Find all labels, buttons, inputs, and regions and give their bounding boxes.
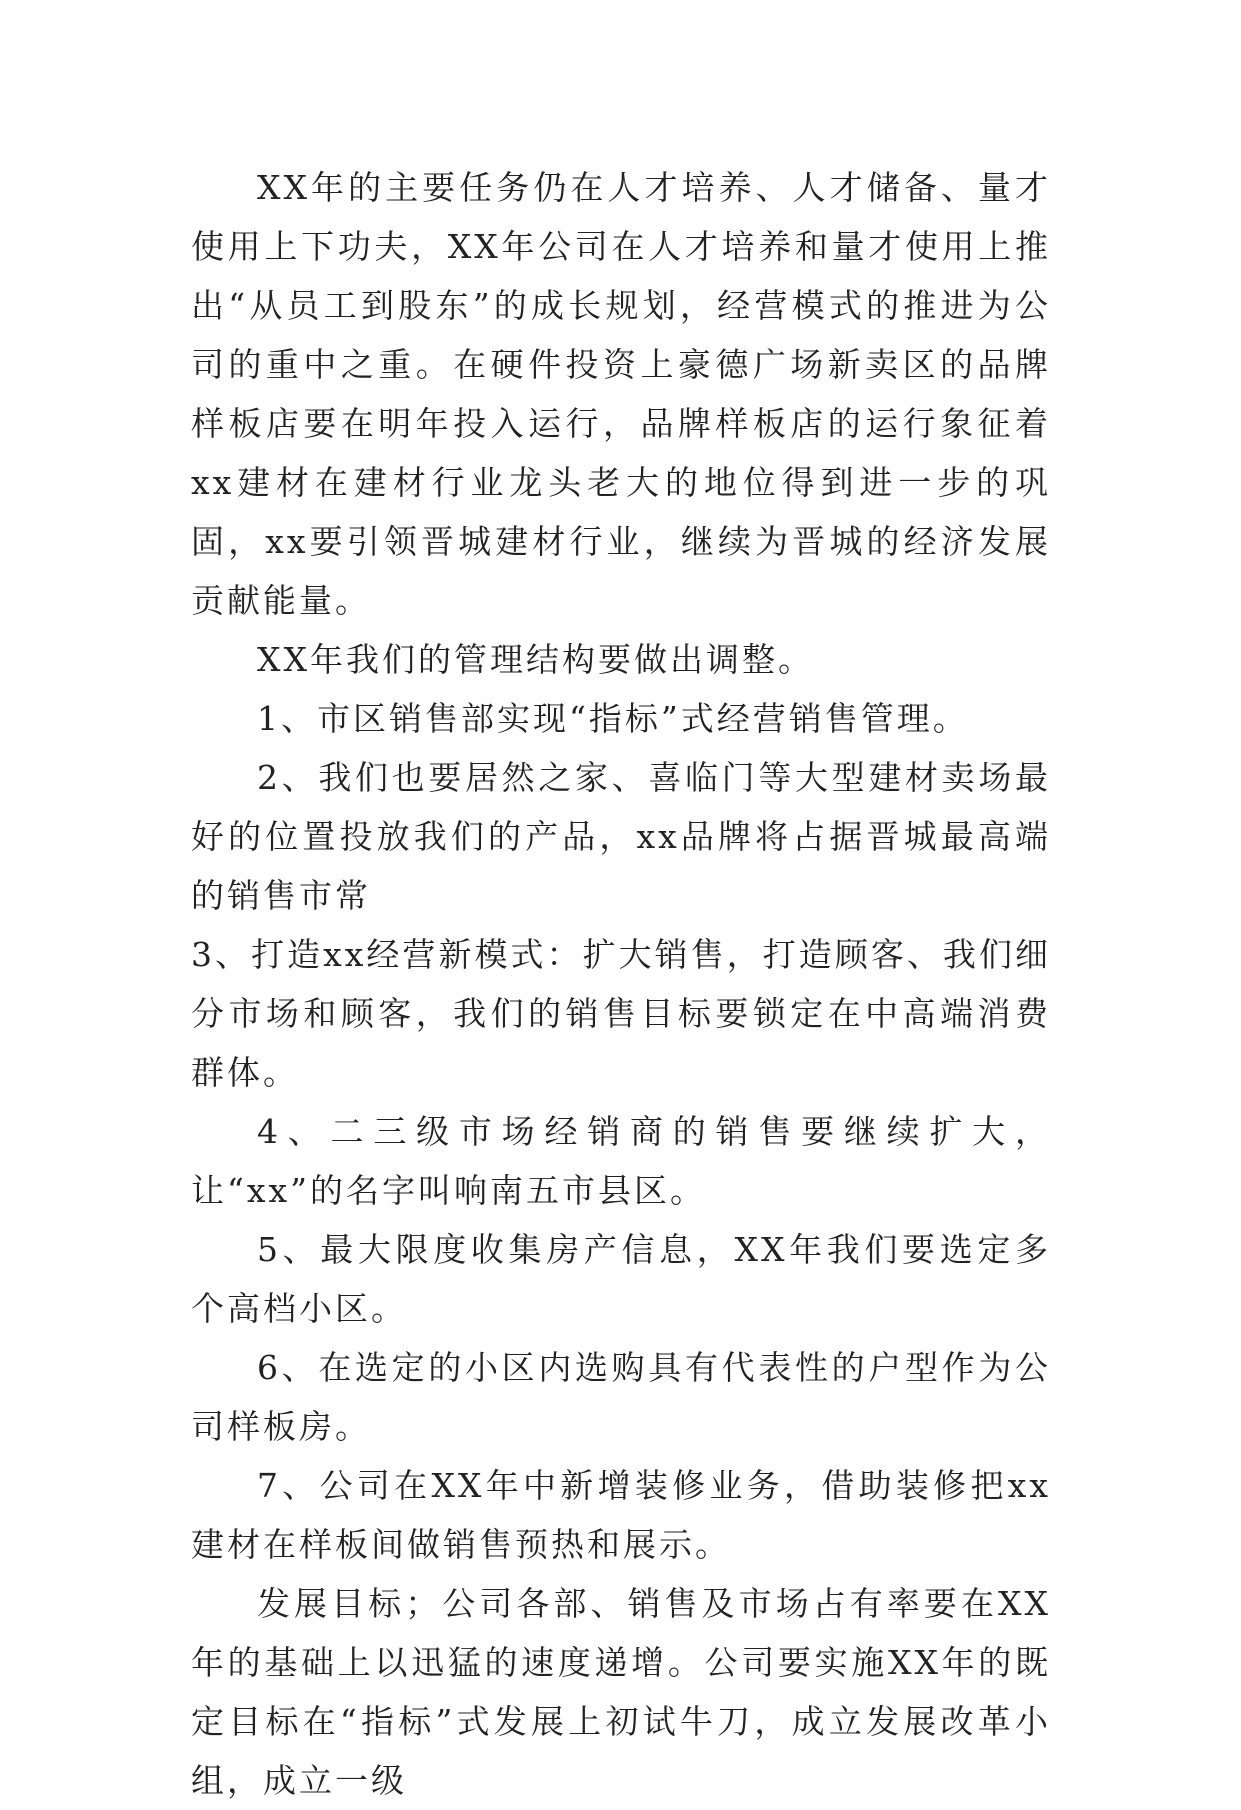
paragraph-structure-adjustment: XX年我们的管理结构要做出调整。	[257, 640, 814, 679]
list-item-5: 5、最大限度收集房产信息，XX年我们要选定多个高档小区。	[191, 1230, 1051, 1328]
list-item-6: 6、在选定的小区内选购具有代表性的户型作为公司样板房。	[191, 1348, 1051, 1446]
paragraph-development-goals: 发展目标；公司各部、销售及市场占有率要在XX年的基础上以迅猛的速度递增。公司要实施XX年的既定目标在“指标”式发展上初试牛刀，成立发展改革小组，成立一级	[191, 1584, 1051, 1800]
document-body	[191, 158, 1051, 1810]
list-item-3: 3、打造xx经营新模式：扩大销售，打造顾客、我们细分市场和顾客，我们的销售目标要锁定在中高端消费群体。	[191, 935, 1051, 1092]
list-item-1: 1、市区销售部实现“指标”式经营销售管理。	[257, 699, 969, 738]
paragraph-talent-plan: XX年的主要任务仍在人才培养、人才储备、量才使用上下功夫，XX年公司在人才培养和量才使用上推出“从员工到股东”的成长规划，经营模式的推进为公司的重中之重。在硬件投资上豪德广场新卖区的品牌样板店要在明年投入运行，品牌样板店的运行象征着xx建材在建材行业龙头老大的地位得到进一步的巩固，xx要引领晋城建材行业，继续为晋城的经济发展贡献能量。	[191, 168, 1051, 620]
list-item-7: 7、公司在XX年中新增装修业务，借助装修把xx建材在样板间做销售预热和展示。	[191, 1466, 1051, 1564]
list-item-4: 4、二三级市场经销商的销售要继续扩大，让“xx”的名字叫响南五市县区。	[191, 1112, 1051, 1210]
list-item-2: 2、我们也要居然之家、喜临门等大型建材卖场最好的位置投放我们的产品，xx品牌将占据晋城最高端的销售市常	[191, 758, 1051, 915]
